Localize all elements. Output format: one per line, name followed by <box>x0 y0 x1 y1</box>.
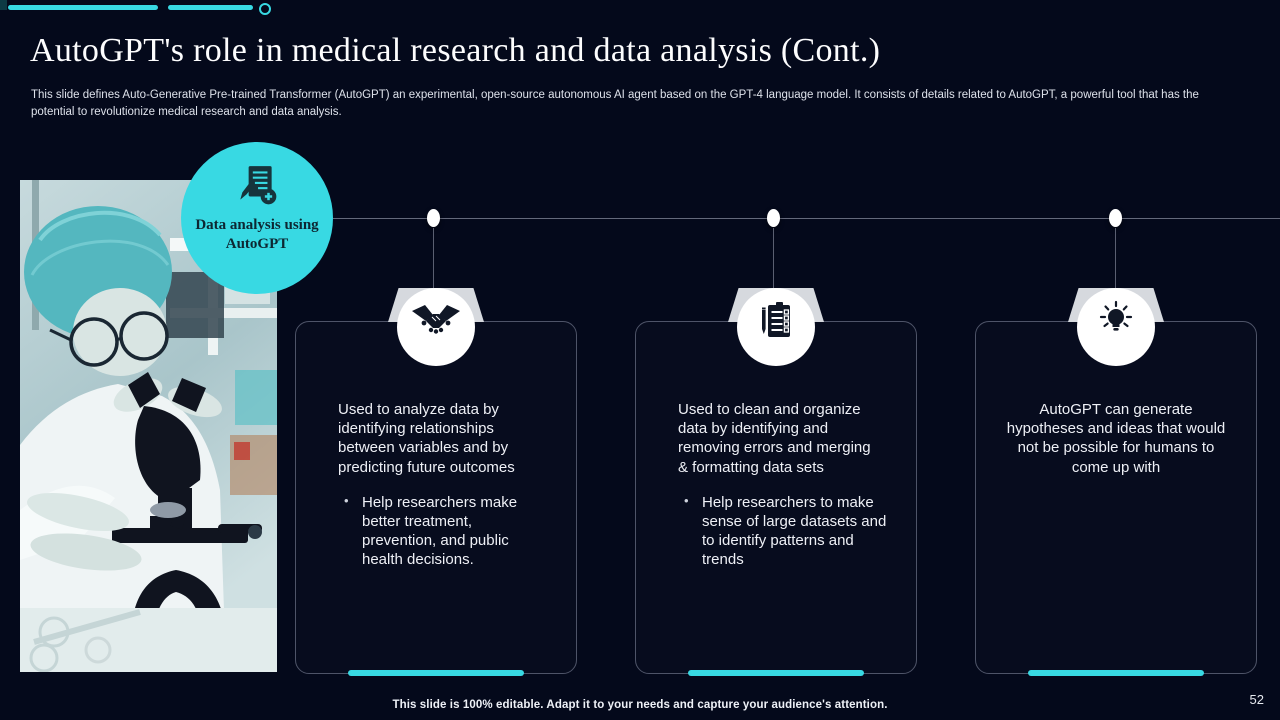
timeline-dot-2 <box>767 209 780 227</box>
card-3-badge <box>1068 288 1164 398</box>
badge-circle <box>397 288 475 366</box>
footer-note: This slide is 100% editable. Adapt it to your needs and capture your audience's attention. <box>392 699 888 711</box>
card-analyze-data <box>295 321 577 674</box>
card-bullet-list <box>684 493 890 570</box>
timeline-connector-3 <box>1115 228 1116 289</box>
slide-subtitle: This slide defines Auto-Generative Pre-trained Transformer (AutoGPT) an experimental, open-source autonomous AI agent based on the GPT-4 language model. It consists of details related to AutoGPT, a powerful tool that has the potential to revolutionize medical research and data analysis. <box>31 89 1199 119</box>
card-accent-underline <box>688 670 864 676</box>
card-accent-underline <box>1028 670 1204 676</box>
timeline-connector-2 <box>773 228 774 289</box>
card-paragraph: AutoGPT can generate hypotheses and ideas that would not be possible for humans to come up with <box>1006 401 1226 476</box>
card-accent-underline <box>348 670 524 676</box>
corner-accent <box>0 0 7 10</box>
page-title: AutoGPT's role in medical research and data analysis (Cont.) <box>30 32 881 69</box>
timeline-line <box>333 218 1280 219</box>
medical-report-icon <box>234 162 280 208</box>
accent-ring <box>259 3 271 15</box>
timeline-dot-3 <box>1109 209 1122 227</box>
handshake-icon <box>412 304 460 336</box>
card-generate-hypotheses <box>975 321 1257 674</box>
badge-circle <box>737 288 815 366</box>
card-2-badge <box>728 288 824 398</box>
hub-circle <box>181 142 333 294</box>
card-paragraph: Used to analyze data by identifying relationships between variables and by predicting future outcomes <box>338 401 515 476</box>
lightbulb-icon <box>1096 300 1136 340</box>
accent-bar-1 <box>8 5 158 10</box>
timeline-dot-1 <box>427 209 440 227</box>
badge-circle <box>1077 288 1155 366</box>
accent-bar-2 <box>168 5 253 10</box>
card-bullet-list <box>344 493 550 570</box>
timeline-connector-1 <box>433 228 434 289</box>
page-number: 52 <box>1249 692 1264 707</box>
bullet-item: • Help researchers to make sense of large datasets and to identify patterns and trends <box>684 493 890 570</box>
card-clean-organize <box>635 321 917 674</box>
bullet-item: • Help researchers make better treatment, prevention, and public health decisions. <box>344 493 550 570</box>
checklist-icon <box>759 301 793 339</box>
hub-label: Data analysis using AutoGPT <box>195 217 319 252</box>
card-paragraph: Used to clean and organize data by identifying and removing errors and merging & formatting data sets <box>678 401 871 476</box>
card-1-badge <box>388 288 484 398</box>
